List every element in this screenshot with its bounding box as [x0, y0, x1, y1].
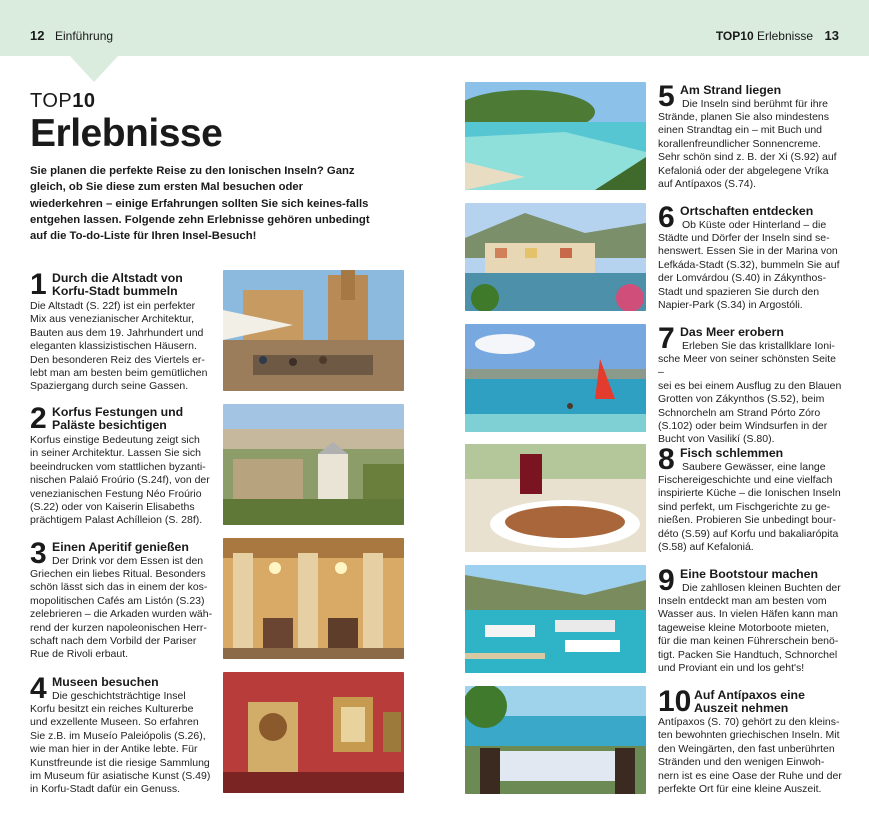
body-line: in seiner Architektur. Lassen Sie sich — [30, 447, 202, 460]
header-notch — [70, 56, 118, 82]
entry-body — [682, 98, 828, 111]
entry-body — [52, 690, 186, 703]
entry-number: 2 — [30, 402, 47, 435]
body-line: inspirierte Küche – die Ionischen Inseln — [658, 487, 841, 500]
body-line: Schnorcheln am Strand Pórto Zóro — [658, 406, 821, 419]
body-line: und Proviant ein und los geht's! — [658, 662, 805, 675]
entry-title: Museen besuchen — [52, 675, 159, 689]
body-line: Saubere Gewässer, eine lange — [682, 461, 826, 473]
body-line: Sehr schön sind z. B. der Xi (S.92) auf — [658, 151, 837, 164]
body-line: und exzellente Museen. So erfahren — [30, 716, 199, 729]
entry-body-cont — [30, 568, 212, 662]
body-line: Den besonderen Reiz des Viertels er- — [30, 353, 205, 366]
image-windsurf — [465, 324, 646, 432]
page-number-right: 13 — [824, 28, 839, 43]
body-line: (S.102) oder beim Windsurfen in der — [658, 420, 828, 433]
entry-number: 7 — [658, 322, 675, 355]
title-top10 — [30, 90, 96, 113]
body-line: mopolitischen Cafés am Listón (S.23) — [30, 594, 205, 607]
image-village — [465, 203, 646, 311]
body-line: Griechen ein liebes Ritual. Besonders — [30, 568, 206, 580]
section-top-label: TOP10 — [715, 29, 754, 43]
body-line: Bucht von Vasilikí (S.80). — [658, 433, 775, 446]
entry-body — [30, 434, 210, 528]
entry-title: Das Meer erobern — [680, 325, 784, 339]
body-line: Strände, planen Sie also mindestens — [658, 111, 830, 123]
body-line: venezianischen Festung Néo Froúrio — [30, 487, 202, 500]
page-number-left: 12 — [30, 28, 45, 43]
body-line: der Lomvárdou (S.40) in Zákynthos- — [658, 272, 827, 285]
body-line: korallenfreundlicher Sonnencreme. — [658, 137, 821, 150]
entry-number: 9 — [658, 564, 675, 597]
body-line: schaft nach dem Vorbild der Pariser — [30, 635, 197, 648]
body-line: Ob Küste oder Hinterland – die — [682, 219, 827, 231]
entry-body-cont — [30, 703, 210, 797]
body-line: prächtigem Palast Achílleion (S. 28f). — [30, 514, 203, 527]
body-line: Antípaxos (S. 70) gehört zu den kleins- — [658, 716, 840, 728]
entry-body — [682, 340, 835, 353]
entry-title: Fisch schlemmen — [680, 446, 784, 460]
body-line: Erleben Sie das kristallklare Ioni- — [682, 340, 835, 352]
image-boats — [465, 565, 646, 673]
title-ten-text: 10 — [72, 90, 96, 112]
body-line: Korfus einstige Bedeutung zeigt sich — [30, 434, 200, 446]
entry-number: 8 — [658, 443, 675, 476]
body-line: rend der kurzen napoleonischen Herr- — [30, 621, 207, 634]
image-fish-dish — [465, 444, 646, 552]
entry-number: 4 — [30, 672, 47, 705]
image-corfu-fortress — [223, 404, 404, 525]
entry-number: 5 — [658, 80, 675, 113]
entry-title: Durch die Altstadt von Korfu-Stadt bummeln — [52, 271, 183, 298]
body-line: tigt. Packen Sie Handtuch, Schnorchel — [658, 648, 838, 661]
body-line: lebt man am besten beim gemütlichen — [30, 367, 208, 380]
body-line: für die man keinen Führerschein benö- — [658, 635, 839, 648]
entry-body — [682, 461, 826, 474]
body-line: Napier-Park (S.34) in Argostóli. — [658, 299, 803, 312]
intro-text: Sie planen die perfekte Reise zu den Ionischen Inseln? Ganz gleich, ob Sie diese zum ersten Mal besuchen oder wiederkehren – einige Erfahrungen sollten Sie sich keines-falls entgehen lassen. Folgende zehn Erlebnisse gehören unbedingt auf die To-do-Liste für Ihren Insel-Besuch! — [30, 165, 370, 243]
entry-body-cont — [658, 353, 843, 447]
body-line: Inseln entdeckt man am besten vom — [658, 595, 827, 607]
body-line: Lefkáda-Stadt (S.32), bummeln Sie auf — [658, 258, 840, 271]
image-corfu-old-town — [223, 270, 404, 391]
body-line: Kunstfreunde ist die riesige Sammlung — [30, 756, 210, 769]
body-line: Grotten von Zákynthos (S.52), beim — [658, 393, 825, 406]
body-line: schön lässt sich das in einem der kos- — [30, 581, 208, 594]
body-line: déto (S.59) auf Korfu und bakaliarópita — [658, 527, 839, 540]
image-antipaxos-terrace — [465, 686, 646, 794]
body-line: Mix aus venezianischer Architektur, — [30, 313, 194, 326]
section-name-left: Einführung — [55, 29, 114, 43]
entry-body-cont — [658, 474, 841, 554]
entry-body — [682, 582, 841, 595]
body-line: nern ist es eine Oase der Ruhe und der — [658, 769, 842, 782]
entry-body — [30, 300, 207, 394]
entry-title: Am Strand liegen — [680, 83, 782, 97]
body-line: sind perfekt, um Fischgerichte zu ge- — [658, 500, 831, 513]
section-rest-label: Erlebnisse — [753, 29, 813, 43]
section-name-right — [716, 29, 813, 43]
image-liston-cafe — [223, 538, 404, 659]
body-line: Stadt und spazieren Sie durch den — [658, 285, 820, 298]
body-line: sche Meer von seiner schönsten Seite – — [658, 353, 837, 379]
entry-title: Ortschaften entdecken — [680, 204, 814, 218]
body-line: den Weingärten, den fast unberührten — [658, 742, 835, 755]
body-line: Kefaloniá oder der abgelegene Vríka — [658, 164, 829, 177]
body-line: tageweise kleine Motorboote mieten, — [658, 621, 830, 634]
entry-title: Eine Bootstour machen — [680, 567, 819, 581]
body-line: zelebrieren – die Arkaden wurden wäh- — [30, 608, 213, 621]
entry-body — [682, 219, 826, 232]
body-line: Die Inseln sind berühmt für ihre — [682, 98, 828, 110]
body-line: Fischereigeschichte und eine vielfach — [658, 474, 833, 486]
entry-number: 10 — [658, 685, 692, 718]
body-line: Der Drink vor dem Essen ist den — [52, 555, 204, 567]
body-line: henswert. Essen Sie in der Marina von — [658, 245, 838, 258]
entry-title: Einen Aperitif genießen — [52, 540, 189, 554]
body-line: ten bewohnten griechischen Inseln. Mit — [658, 729, 840, 742]
entry-title: Korfus Festungen und Paläste besichtigen — [52, 405, 184, 432]
entry-body — [52, 555, 203, 568]
body-line: Bauten aus dem 19. Jahrhundert und — [30, 326, 204, 339]
body-line: Die Altstadt (S. 22f) ist ein perfekter — [30, 300, 196, 312]
entry-body-cont — [658, 595, 838, 675]
body-line: Wasser aus. In vielen Häfen kann man — [658, 608, 838, 621]
body-line: im Museum für asiatische Kunst (S.49) — [30, 770, 211, 783]
body-line: (S.58) auf Kefaloniá. — [658, 541, 754, 554]
body-line: nischen Palaió Froúrio (S.24f), von der — [30, 474, 210, 487]
body-line: auf Antípaxos (S.74). — [658, 178, 757, 191]
body-line: Städte und Dörfer der Inseln sind se- — [658, 232, 830, 244]
entry-body — [658, 716, 842, 796]
body-line: Sie z.B. im Museío Paleiópolis (S.26), — [30, 729, 206, 742]
body-line: Stränden und den wenigen Einwoh- — [658, 756, 825, 769]
body-line: Die geschichtsträchtige Insel — [52, 690, 186, 702]
entry-number: 3 — [30, 537, 47, 570]
body-line: sei es bei einem Ausflug zu den Blauen — [658, 379, 842, 392]
page-title: Erlebnisse — [30, 112, 223, 155]
image-beach — [465, 82, 646, 190]
body-line: nießen. Probieren Sie unbedingt bour- — [658, 514, 837, 527]
body-line: eleganten klassizistischen Häusern. — [30, 340, 197, 353]
body-line: wie man hier in der Antike lebte. Für — [30, 743, 198, 756]
body-line: Die zahllosen kleinen Buchten der — [682, 582, 841, 594]
body-line: beeindrucken vom stattlichen byzanti- — [30, 460, 206, 473]
body-line: (S.22) oder von Kaiserin Elisabeths — [30, 501, 195, 514]
body-line: Rue de Rivoli erbaut. — [30, 648, 129, 661]
page-header — [0, 0, 869, 56]
entry-number: 1 — [30, 268, 47, 301]
entry-number: 6 — [658, 201, 675, 234]
body-line: Spaziergang durch seine Gassen. — [30, 380, 189, 393]
image-museum-icons — [223, 672, 404, 793]
body-line: Korfu besitzt ein reiches Kulturerbe — [30, 703, 194, 715]
body-line: perfekte Ort für eine kleine Auszeit. — [658, 783, 822, 796]
entry-body-cont — [658, 111, 837, 191]
entry-body-cont — [658, 232, 840, 312]
body-line: in Korfu-Stadt dafür ein Genuss. — [30, 783, 180, 796]
entry-title: Auf Antípaxos eine Auszeit nehmen — [694, 688, 805, 715]
title-top-text: TOP — [30, 90, 73, 112]
body-line: einen Strandtag ein – mit Buch und — [658, 124, 823, 137]
